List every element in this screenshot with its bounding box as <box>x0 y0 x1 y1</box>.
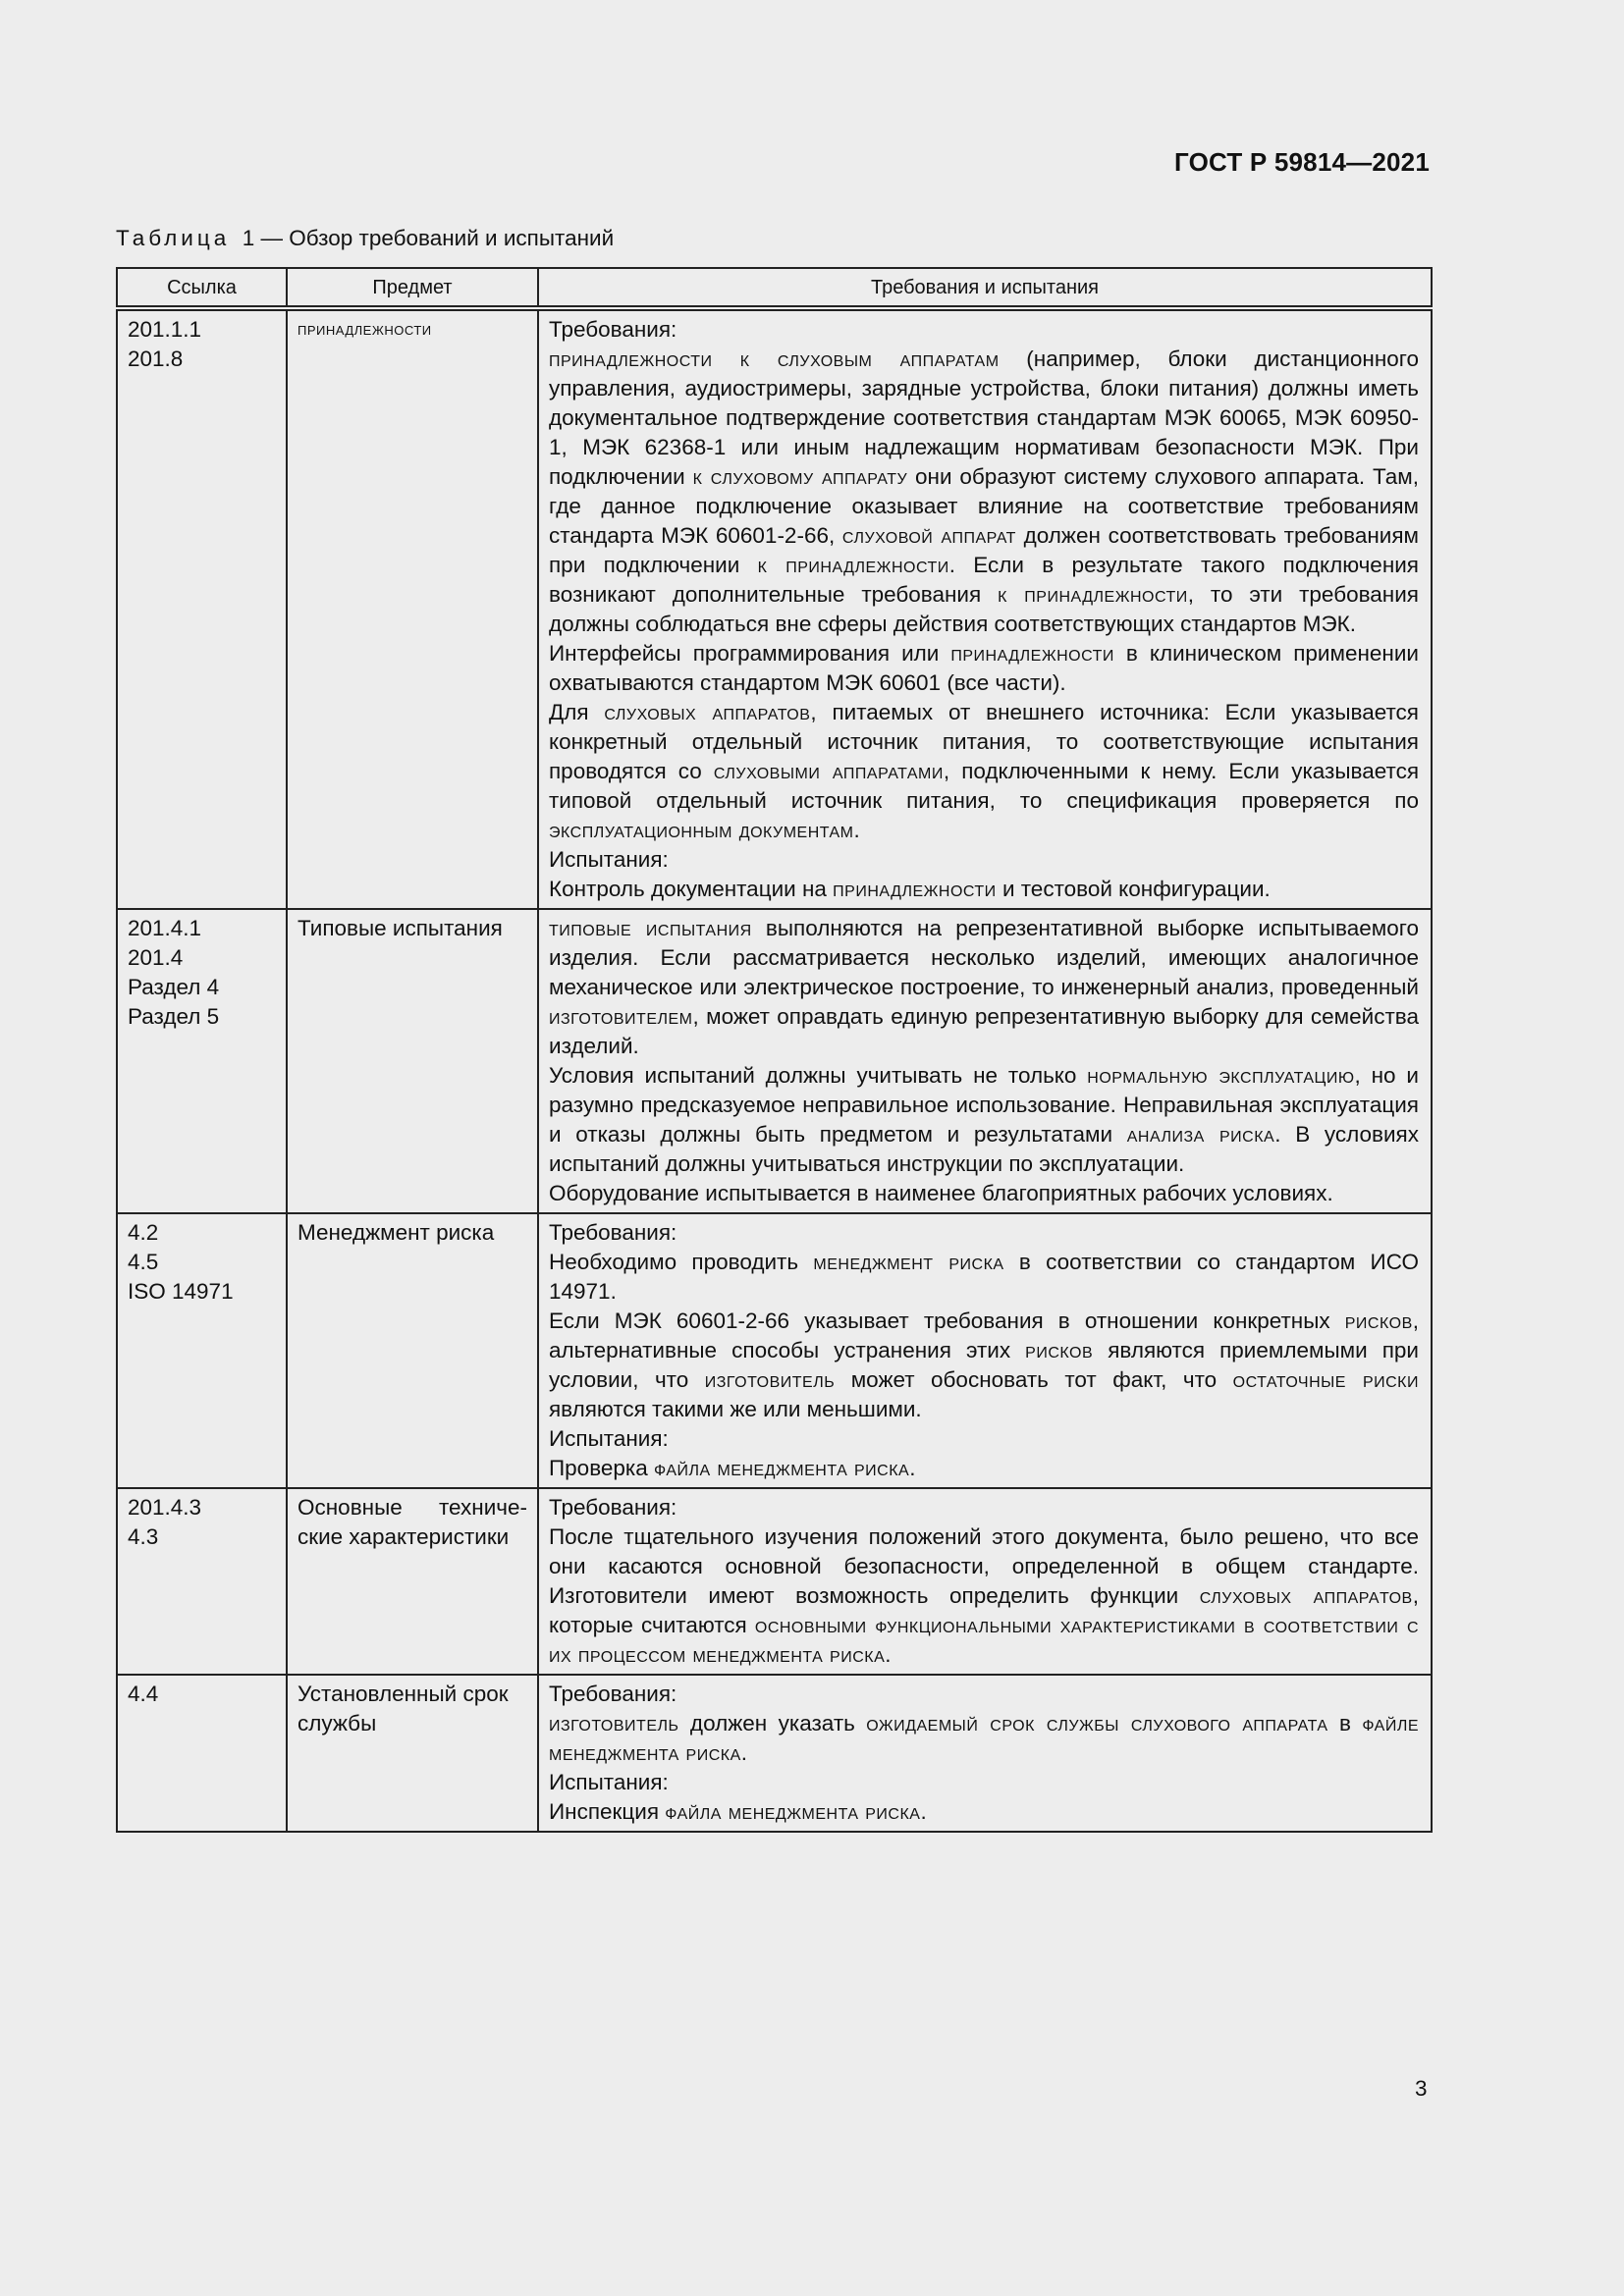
text-segment: , которые считаются <box>549 1583 1419 1637</box>
column-header-reference: Ссылка <box>117 268 287 308</box>
reference-item: 4.4 <box>128 1682 159 1706</box>
reference-item: 4.2 <box>128 1220 159 1245</box>
column-header-requirements: Требования и испытания <box>538 268 1432 308</box>
requirement-paragraph <box>549 1179 1419 1208</box>
table-caption-label: Таблица <box>116 226 231 250</box>
text-segment: являются такими же или меньшими. <box>549 1397 922 1421</box>
table-row <box>117 1213 1432 1488</box>
requirement-paragraph <box>549 1797 1419 1827</box>
requirement-paragraph <box>549 914 1419 1061</box>
defined-term: к принадлежности <box>757 553 949 577</box>
requirements-cell <box>538 308 1432 909</box>
text-segment: Испытания: <box>549 847 669 872</box>
defined-term: к принадлежности <box>998 582 1188 607</box>
defined-term: изготовителем <box>549 1004 693 1029</box>
requirement-paragraph <box>549 1768 1419 1797</box>
table-row <box>117 1675 1432 1832</box>
requirement-paragraph <box>549 1248 1419 1307</box>
subject-cell: Типовые испытания <box>287 909 538 1213</box>
text-segment: Оборудование испытывается в наименее благоприятных рабочих условиях. <box>549 1181 1333 1205</box>
requirements-cell <box>538 1675 1432 1832</box>
defined-term: изготовитель <box>704 1367 836 1392</box>
requirement-paragraph <box>549 1307 1419 1424</box>
text-segment: Требования: <box>549 317 677 342</box>
defined-term: файле менеджмента риска <box>549 1711 1419 1765</box>
defined-term: слуховой аппарат <box>841 523 1016 548</box>
text-segment: После тщательного изучения положений этого документа, было решено, что все они касаются основной безопасности, определенной в общем стандарте. Изготовители имеют возможность определить функции <box>549 1524 1419 1608</box>
defined-term: типовые испытания <box>549 916 752 940</box>
requirement-paragraph <box>549 1424 1419 1454</box>
text-segment: Инспекция <box>549 1799 666 1824</box>
text-segment: Если МЭК 60601-2-66 указывает требования в отношении конкретных <box>549 1308 1345 1333</box>
table-caption-number: 1 <box>242 226 255 250</box>
text-segment: (например, блоки дистанционного управления, аудиостримеры, зарядные устройства, блоки питания) должны иметь документальное подтверждение соответствия стандартам МЭК 60065, МЭК 60950-1, МЭК 62368-1 или иным надлежащим нормативам безопасности МЭК. При подключении <box>549 347 1419 489</box>
defined-term: слуховых аппаратов <box>604 700 811 724</box>
text-segment: Требования: <box>549 1495 677 1520</box>
defined-term: изготовитель <box>549 1711 679 1735</box>
text-segment: в <box>1327 1711 1363 1735</box>
subject-cell: Основные технические характеристики <box>287 1488 538 1675</box>
text-segment: . <box>740 1740 748 1765</box>
reference-cell <box>117 1488 287 1675</box>
document-standard-number: ГОСТ Р 59814—2021 <box>1174 147 1430 177</box>
text-segment: может обосновать тот факт, что <box>835 1367 1233 1392</box>
table-header-row <box>117 268 1432 308</box>
table-caption <box>116 226 614 251</box>
text-segment: Необходимо проводить <box>549 1250 814 1274</box>
subject-cell: Менеджмент риска <box>287 1213 538 1488</box>
requirements-table <box>116 267 1433 1833</box>
text-segment: они образуют систему слухового аппарата. Там, где данное подключение оказывает влияние на соответствие требованиям стандарта МЭК 60601-2-66, <box>549 464 1419 548</box>
text-segment: , подключенными к нему. Если указывается типовой отдельный источник питания, то спецификация проверяется по <box>549 759 1419 813</box>
defined-term: рисков <box>1025 1338 1094 1362</box>
text-segment: в соответствии со стандартом ИСО 14971. <box>549 1250 1419 1304</box>
reference-item: 201.4.3 <box>128 1495 202 1520</box>
requirement-paragraph <box>549 1522 1419 1670</box>
text-segment: должен указать <box>678 1711 867 1735</box>
reference-cell <box>117 1675 287 1832</box>
text-segment: Испытания: <box>549 1770 669 1794</box>
text-segment: Требования: <box>549 1682 677 1706</box>
text-segment: Условия испытаний должны учитывать не только <box>549 1063 1088 1088</box>
reference-item: ISO 14971 <box>128 1279 234 1304</box>
requirement-paragraph <box>549 315 1419 345</box>
reference-cell <box>117 1213 287 1488</box>
text-segment: . <box>853 818 860 842</box>
text-segment: , питаемых от внешнего источника: Если указывается конкретный отдельный источник питания, то соответствующие испытания проводятся со <box>549 700 1419 783</box>
defined-term: менеджмент риска <box>813 1250 1004 1274</box>
page-number: 3 <box>1415 2076 1428 2101</box>
requirement-paragraph <box>549 1454 1419 1483</box>
defined-term: слуховыми аппаратами <box>713 759 944 783</box>
reference-item: 201.4 <box>128 945 184 970</box>
requirement-paragraph <box>549 639 1419 698</box>
requirements-cell <box>538 909 1432 1213</box>
requirement-paragraph <box>549 1709 1419 1768</box>
requirement-paragraph <box>549 698 1419 845</box>
text-segment: . Если в результате такого подключения возникают дополнительные требования <box>549 553 1419 607</box>
text-segment: в клиническом применении охватываются стандартом МЭК 60601 (все части). <box>549 641 1419 695</box>
reference-cell <box>117 308 287 909</box>
requirement-paragraph <box>549 1680 1419 1709</box>
defined-term: принадлежности <box>950 641 1114 666</box>
reference-item: Раздел 4 <box>128 975 220 999</box>
subject-cell: принадлежности <box>287 308 538 909</box>
text-segment: . <box>885 1642 892 1667</box>
defined-term: основными функциональными характеристиками в соответствии с их процессом менеджмента риска <box>549 1613 1420 1667</box>
defined-term: эксплуатационным документам <box>549 818 854 842</box>
text-segment: должен соответствовать требованиям при подключении <box>549 523 1419 577</box>
text-segment: Для <box>549 700 605 724</box>
defined-term: принадлежности <box>833 877 997 901</box>
requirement-paragraph <box>549 845 1419 875</box>
text-segment: Контроль документации на <box>549 877 834 901</box>
text-segment: . <box>909 1456 916 1480</box>
defined-term: ожидаемый срок службы слухового аппарата <box>866 1711 1328 1735</box>
defined-term: нормальную эксплуатацию <box>1087 1063 1355 1088</box>
table-row <box>117 308 1432 909</box>
text-segment: и тестовой конфигурации. <box>996 877 1271 901</box>
reference-item: 4.3 <box>128 1524 159 1549</box>
text-segment: , может оправдать единую репрезентативную выборку для семейства изделий. <box>549 1004 1419 1058</box>
defined-term: рисков <box>1344 1308 1413 1333</box>
text-segment: , альтернативные способы устранения этих <box>549 1308 1419 1362</box>
reference-item: 201.4.1 <box>128 916 202 940</box>
text-segment: Испытания: <box>549 1426 669 1451</box>
reference-item: 4.5 <box>128 1250 159 1274</box>
defined-term: принадлежности к слуховым аппаратам <box>549 347 1000 371</box>
reference-cell <box>117 909 287 1213</box>
defined-term: анализа риска <box>1126 1122 1275 1147</box>
requirements-cell <box>538 1488 1432 1675</box>
defined-term: файла менеджмента риска <box>665 1799 921 1824</box>
reference-item: 201.8 <box>128 347 184 371</box>
requirements-cell <box>538 1213 1432 1488</box>
table-row <box>117 1488 1432 1675</box>
table-caption-title: — Обзор требований и испытаний <box>260 226 615 250</box>
requirement-paragraph <box>549 875 1419 904</box>
reference-item: 201.1.1 <box>128 317 202 342</box>
defined-term: остаточные риски <box>1232 1367 1419 1392</box>
text-segment: выполняются на репрезентативной выборке испытываемого изделия. Если рассматривается несколько изделий, имеющих аналогичное механическое или электрическое построение, то инженерный анализ, проведенный <box>549 916 1419 999</box>
requirement-paragraph <box>549 1218 1419 1248</box>
text-segment: являются приемлемыми при условии, что <box>549 1338 1419 1392</box>
text-segment: Требования: <box>549 1220 677 1245</box>
defined-term: файла менеджмента риска <box>654 1456 910 1480</box>
reference-item: Раздел 5 <box>128 1004 220 1029</box>
subject-cell: Установленный срок службы <box>287 1675 538 1832</box>
table-row <box>117 909 1432 1213</box>
requirement-paragraph <box>549 345 1419 639</box>
defined-term: к слуховому аппарату <box>692 464 908 489</box>
requirement-paragraph <box>549 1493 1419 1522</box>
text-segment: Проверка <box>549 1456 655 1480</box>
column-header-subject: Предмет <box>287 268 538 308</box>
text-segment: . <box>920 1799 927 1824</box>
text-segment: , но и разумно предсказуемое неправильное использование. Неправильная эксплуатация и отказы должны быть предметом и результатами <box>549 1063 1420 1147</box>
text-segment: Интерфейсы программирования или <box>549 641 951 666</box>
defined-term: слуховых аппаратов <box>1199 1583 1413 1608</box>
text-segment: , то эти требования должны соблюдаться вне сферы действия соответствующих стандартов МЭК. <box>549 582 1419 636</box>
requirement-paragraph <box>549 1061 1419 1179</box>
text-segment: . В условиях испытаний должны учитываться инструкции по эксплуатации. <box>549 1122 1419 1176</box>
